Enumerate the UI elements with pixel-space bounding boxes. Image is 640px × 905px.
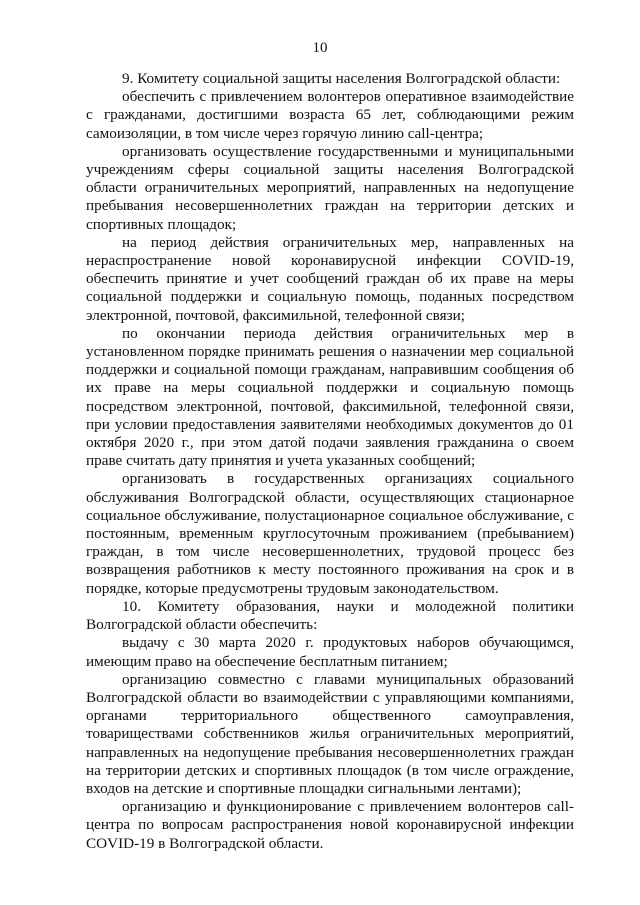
page-number: 10 (312, 40, 328, 56)
document-body (86, 70, 574, 853)
paragraph-accept-messages: на период действия ограничительных мер, направленных на нераспространение новой коронавирусной инфекции COVID-19, обеспечить принятие и учет сообщений граждан об их праве на меры социальной поддержки и социальную помощь, поданных посредством электронной, почтовой, факсимильной, телефонной связи; (86, 233, 574, 324)
paragraph-item-9-heading: 9. Комитету социальной защиты населения Волгоградской области: (122, 70, 561, 87)
paragraph-social-institutions-restrictions: организовать осуществление государственными и муниципальными учреждениям сферы социальной защиты населения Волгоградской области ограничительных мероприятий, направленных на недопущение пребывания несовершеннолетних граждан на территории детских и спортивных площадок; (86, 142, 574, 233)
paragraph-call-center: организацию и функционирование с привлечением волонтеров call-центра по вопросам распространения новой коронавирусной инфекции COVID-19 в Волгоградской области. (86, 798, 574, 852)
paragraph-food-sets: выдачу с 30 марта 2020 г. продуктовых наборов обучающимся, имеющим право на обеспечение бесплатным питанием; (86, 634, 574, 670)
paragraph-playground-restrictions: организацию совместно с главами муниципальных образований Волгоградской области во взаимодействии с управляющими компаниями, органами территориального общественного самоуправления, товариществами собственников жилья ограничительных мероприятий, направленных на недопущение пребывания несовершеннолетних граждан на территории детских и спортивных площадок (в том числе ограждение, входов на детские и спортивные площадки сигнальными лентами); (86, 670, 574, 797)
paragraph-item-10-heading: 10. Комитету образования, науки и молодежной политики Волгоградской области обеспечить: (86, 597, 574, 634)
paragraph-volunteer-interaction: обеспечить с привлечением волонтеров оперативное взаимодействие с гражданами, достигшими возраста 65 лет, соблюдающими режим самоизоляции, в том числе через горячую линию call-центра; (86, 88, 574, 142)
paragraph-work-process: организовать в государственных организациях социального обслуживания Волгоградской области, осуществляющих стационарное социальное обслуживание, полустационарное социальное обслуживание, с постоянным, временным круглосуточным проживанием (пребыванием) граждан, в том числе несовершеннолетних, трудовой процесс без возвращения работников к месту постоянного проживания на срок и в порядке, которые предусмотрены трудовым законодательством. (86, 470, 574, 597)
paragraph-decisions-after-restrictions: по окончании периода действия ограничительных мер в установленном порядке принимать решения о назначении мер социальной поддержки и социальной помощи гражданам, направившим сообщения об их праве на меры социальной поддержки и социальную помощь посредством электронной, почтовой, факсимильной, телефонной связи, при условии предоставления заявителями необходимых документов до 01 октября 2020 г., при этом датой подачи заявления гражданина о своем праве считать дату принятия и учета указанных сообщений; (86, 324, 574, 470)
